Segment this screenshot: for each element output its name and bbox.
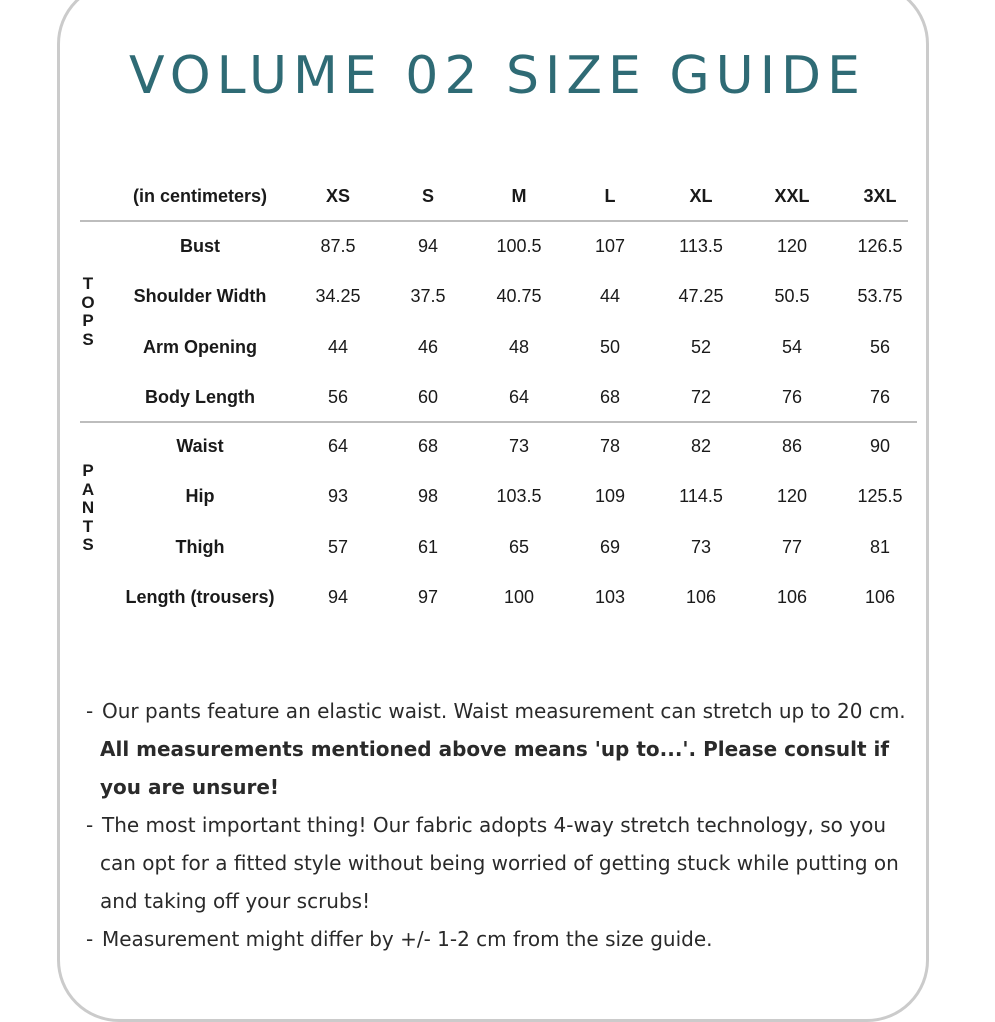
notes-section [86,692,926,958]
table-cell: 106 [864,587,896,607]
note-item [86,806,926,920]
table-cell: 109 [594,486,626,506]
table-cell: 120 [776,486,808,506]
table-cell: 125.5 [857,486,903,506]
note-item [86,692,926,806]
table-cell: 120 [776,236,808,256]
table-cell: 100 [503,587,535,607]
table-cell: 61 [417,537,439,557]
table-cell: 94 [327,587,349,607]
row-label: Thigh [175,537,225,557]
table-cell: 81 [869,537,891,557]
header-size-l: L [604,186,616,206]
note-bold-text: All measurements mentioned above means 'up to...'. Please consult if you are unsure! [100,737,890,799]
table-cell: 90 [869,436,891,456]
table-cell: 86 [781,436,803,456]
header-size-m: M [511,186,527,206]
row-label: Hip [185,486,215,506]
note-text: The most important thing! Our fabric adopts 4-way stretch technology, so you can opt for a fitted style without being worried of getting stuck while putting on and taking off your scrubs! [100,813,899,913]
note-dash: - [86,927,94,951]
table-cell: 82 [690,436,712,456]
table-cell: 77 [781,537,803,557]
table-cell: 64 [508,387,530,407]
page-title: VOLUME 02 SIZE GUIDE [129,46,866,106]
table-cell: 103.5 [496,486,542,506]
table-cell: 100.5 [496,236,542,256]
table-cell: 98 [417,486,439,506]
table-cell: 94 [417,236,439,256]
table-cell: 50.5 [774,286,810,306]
section-letter: O [81,292,95,312]
header-size-xs: XS [325,186,350,206]
section-letter: P [82,311,94,330]
header-divider [80,220,908,222]
row-label: Bust [180,236,220,256]
row-label: Waist [176,436,224,456]
table-cell: 68 [599,387,621,407]
note-text: Our pants feature an elastic waist. Waist measurement can stretch up to 20 cm. [102,699,906,723]
table-cell: 114.5 [679,486,723,506]
table-cell: 76 [869,387,891,407]
table-cell: 68 [417,436,439,456]
header-size-xl: XL [689,186,713,206]
header-size-xxl: XXL [774,186,810,206]
section-letter: N [81,498,95,517]
table-cell: 87.5 [320,236,356,256]
table-cell: 46 [417,337,439,357]
note-text: Measurement might differ by +/- 1-2 cm from the size guide. [102,927,713,951]
section-letter: S [82,535,94,554]
table-cell: 60 [417,387,439,407]
note-dash: - [86,699,94,723]
table-cell: 44 [327,337,349,357]
table-cell: 103 [594,587,626,607]
table-cell: 52 [690,337,712,357]
table-cell: 126.5 [857,236,903,256]
table-cell: 54 [781,337,803,357]
table-cell: 40.75 [496,286,542,306]
note-dash: - [86,813,94,837]
note-item [86,920,926,958]
table-cell: 56 [327,387,349,407]
table-cell: 78 [599,436,621,456]
header-size-3xl: 3XL [863,186,897,206]
table-cell: 106 [685,587,717,607]
row-label: Length (trousers) [125,587,275,607]
table-cell: 64 [327,436,349,456]
table-cell: 34.25 [315,286,361,306]
table-cell: 72 [690,387,712,407]
header-size-s: S [421,186,434,206]
section-divider [80,421,917,423]
header-unit-label: (in centimeters) [132,186,268,206]
table-cell: 73 [508,436,530,456]
table-cell: 44 [599,286,621,306]
table-cell: 73 [690,537,712,557]
table-cell: 56 [869,337,891,357]
section-letter: T [82,516,94,536]
row-label: Body Length [145,387,255,407]
table-cell: 53.75 [857,286,903,306]
table-cell: 65 [508,537,530,557]
table-cell: 113.5 [679,236,723,256]
table-cell: 106 [776,587,808,607]
table-cell: 69 [599,537,621,557]
table-cell: 37.5 [410,286,446,306]
table-cell: 97 [417,587,439,607]
table-cell: 47.25 [678,286,724,306]
section-letter: P [82,461,94,480]
row-label: Shoulder Width [133,286,267,306]
table-cell: 50 [599,337,621,357]
section-letter: A [81,479,95,499]
table-cell: 93 [327,486,349,506]
table-cell: 48 [508,337,530,357]
row-label: Arm Opening [142,337,257,357]
table-cell: 57 [327,537,349,557]
table-cell: 107 [594,236,626,256]
section-letter: S [82,329,94,349]
table-cell: 76 [781,387,803,407]
section-letter: T [82,274,94,293]
